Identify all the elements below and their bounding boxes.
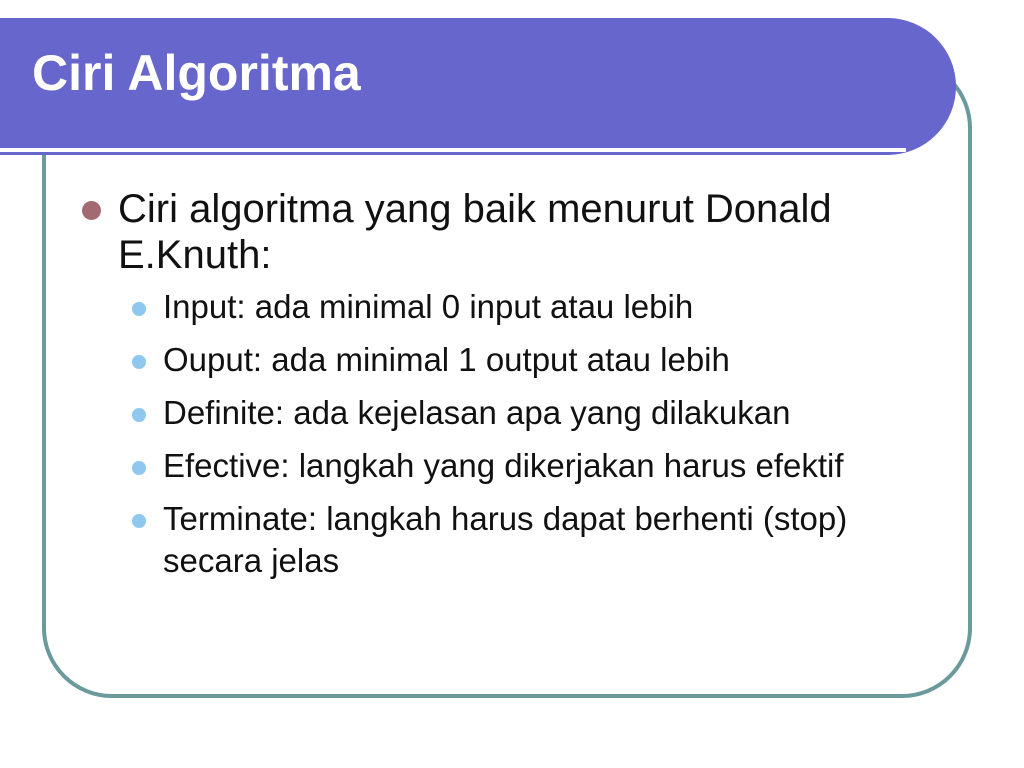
main-bullet <box>80 186 950 278</box>
sub-bullet-dot-icon <box>132 514 146 528</box>
slide-title: Ciri Algoritma <box>32 45 361 101</box>
sub-bullet-text: Definite: ada kejelasan apa yang dilakukan <box>163 394 791 431</box>
sub-bullet-text: Efective: langkah yang dikerjakan harus efektif <box>163 447 844 484</box>
sub-bullet-dot-icon <box>132 355 146 369</box>
sub-bullet-efective <box>132 445 882 487</box>
main-bullet-text: Ciri algoritma yang baik menurut Donald E.Knuth: <box>118 187 832 277</box>
sub-bullet-dot-icon <box>132 302 146 316</box>
sub-bullet-input <box>132 286 882 328</box>
sub-bullet-text: Input: ada minimal 0 input atau lebih <box>163 288 694 325</box>
sub-bullet-dot-icon <box>132 408 146 422</box>
sub-bullet-output <box>132 339 882 381</box>
slide-content <box>80 186 950 593</box>
sub-bullet-dot-icon <box>132 461 146 475</box>
main-bullet-dot-icon <box>82 201 101 220</box>
title-underline <box>0 148 906 152</box>
sub-bullet-terminate <box>132 498 882 582</box>
sub-bullet-list <box>132 286 882 582</box>
sub-bullet-text: Ouput: ada minimal 1 output atau lebih <box>163 341 730 378</box>
sub-bullet-definite <box>132 392 882 434</box>
sub-bullet-text: Terminate: langkah harus dapat berhenti (stop) secara jelas <box>163 500 848 579</box>
